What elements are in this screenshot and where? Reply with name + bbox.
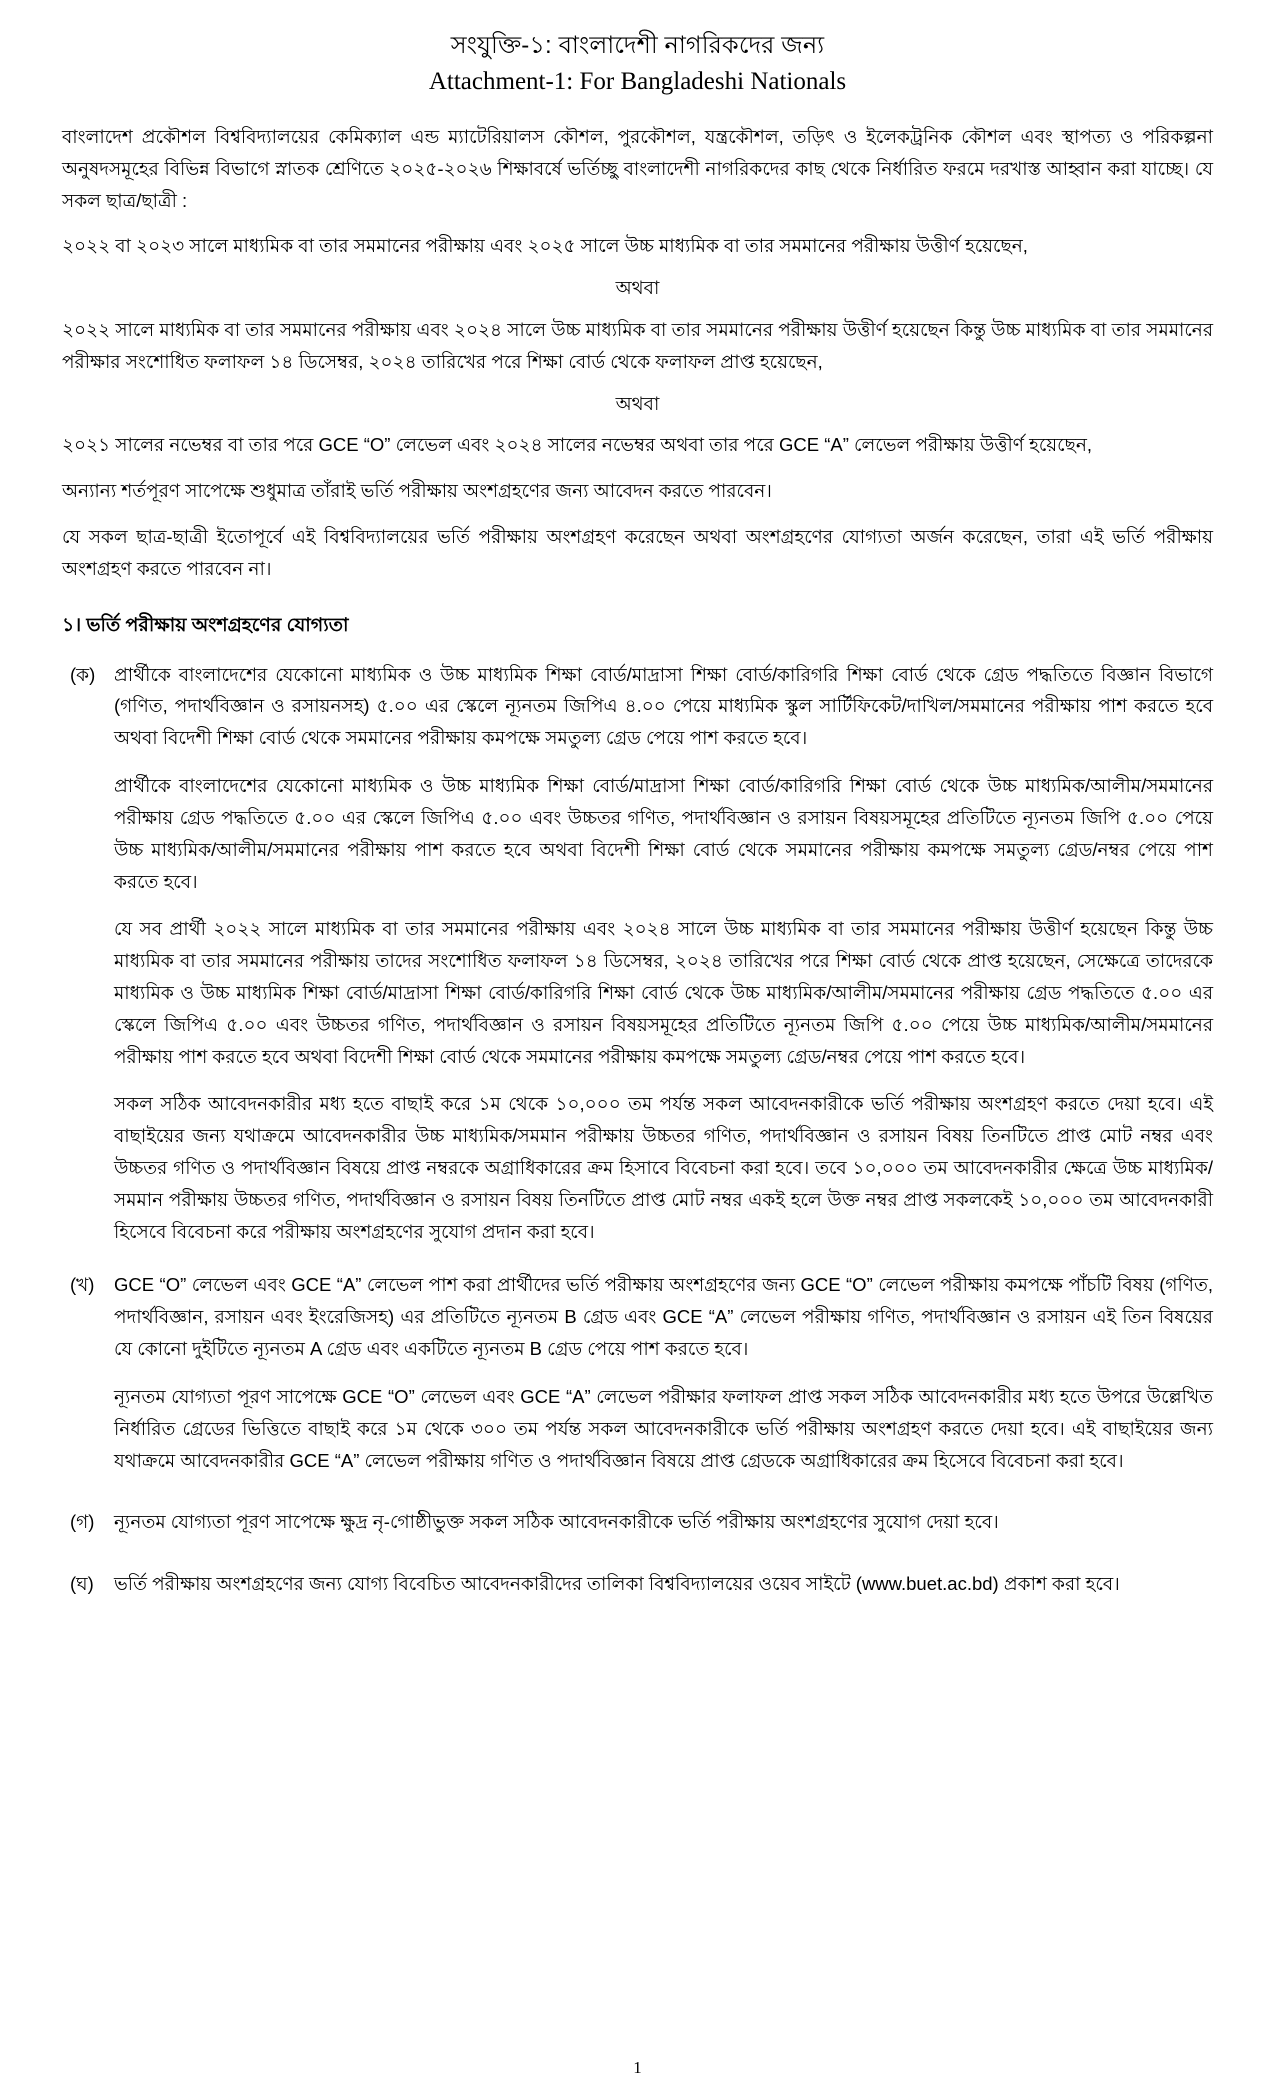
eligibility-condition-3: ২০২১ সালের নভেম্বর বা তার পরে GCE “O” লেভেল এবং ২০২৪ সালের নভেম্বর অথবা তার পরে GCE “A” লেভেল পরীক্ষায় উত্তীর্ণ হয়েছেন,: [62, 434, 1092, 456]
clause-ga: [62, 1506, 1213, 1548]
or-separator-2: অথবা: [615, 392, 660, 414]
clause-body-ka: [114, 659, 1213, 1258]
page-title-english: Attachment-1: For Bangladeshi Nationals: [428, 68, 847, 96]
clause-ka-paragraph-3: যে সব প্রার্থী ২০২২ সালে মাধ্যমিক বা তার সমমানের পরীক্ষায় এবং ২০২৪ সালে উচ্চ মাধ্যমিক বা তার সমমানের পরীক্ষায় উত্তীর্ণ হয়েছেন কিন্তু উচ্চ মাধ্যমিক বা তার সমমানের পরীক্ষায় তাদের সংশোধিত ফলাফল ১৪ ডিসেম্বর, ২০২৪ তারিখের পরে শিক্ষা বোর্ড থেকে প্রাপ্ত হয়েছেন, সেক্ষেত্রে তাদেরকে মাধ্যমিক ও উচ্চ মাধ্যমিক শিক্ষা বোর্ড/মাদ্রাসা শিক্ষা বোর্ড/কারিগরি শিক্ষা বোর্ড থেকে উচ্চ মাধ্যমিক/আলীম/সমমানের পরীক্ষায় গ্রেড পদ্ধতিতে ৫.০০ এর স্কেলে জিপিএ ৫.০০ এবং উচ্চতর গণিত, পদার্থবিজ্ঞান ও রসায়ন বিষয়সমূহের প্রতিটিতে ন্যূনতম জিপি ৫.০০ পেয়ে উচ্চ মাধ্যমিক/আলীম/সমমানের পরীক্ষায় পাশ করতে হবে অথবা বিদেশী শিক্ষা বোর্ড থেকে সমমানের পরীক্ষায় কমপক্ষে সমতুল্য গ্রেড/নম্বর পেয়ে পাশ করতে হবে।: [114, 918, 1213, 1067]
intro-paragraph-3: যে সকল ছাত্র-ছাত্রী ইতোপূর্বে এই বিশ্ববিদ্যালয়ের ভর্তি পরীক্ষায় অংশগ্রহণ করেছেন অথবা অংশগ্রহণের যোগ্যতা অর্জন করেছেন, তারা এই ভর্তি পরীক্ষায় অংশগ্রহণ করতে পারবেন না।: [62, 526, 1213, 579]
clause-body-kha: [114, 1269, 1213, 1486]
intro-paragraph-2: অন্যান্য শর্তপূরণ সাপেক্ষে শুধুমাত্র তাঁরাই ভর্তি পরীক্ষায় অংশগ্রহণের জন্য আবেদন করতে পারবেন।: [62, 480, 772, 502]
clause-ka-paragraph-4: সকল সঠিক আবেদনকারীর মধ্য হতে বাছাই করে ১ম থেকে ১০,০০০ তম পর্যন্ত সকল আবেদনকারীকে ভর্তি পরীক্ষায় অংশগ্রহণ করতে দেয়া হবে। এই বাছাইয়ের জন্য যথাক্রমে আবেদনকারীর উচ্চ মাধ্যমিক/সমমান পরীক্ষায় উচ্চতর গণিত, পদার্থবিজ্ঞান ও রসায়ন বিষয় তিনটিতে প্রাপ্ত মোট নম্বর এবং উচ্চতর গণিত ও পদার্থবিজ্ঞান বিষয়ে প্রাপ্ত নম্বরকে অগ্রাধিকারের ক্রম হিসাবে বিবেচনা করা হবে। তবে ১০,০০০ তম আবেদনকারীর ক্ষেত্রে উচ্চ মাধ্যমিক/সমমান পরীক্ষায় উচ্চতর গণিত, পদার্থবিজ্ঞান ও রসায়ন বিষয় তিনটিতে প্রাপ্ত মোট নম্বর একই হলে উক্ত নম্বর প্রাপ্ত সকলকেই ১০,০০০ তম আবেদনকারী হিসেবে বিবেচনা করে পরীক্ষায় অংশগ্রহণের সুযোগ প্রদান করা হবে।: [114, 1093, 1213, 1242]
clause-ga-paragraph-1: ন্যূনতম যোগ্যতা পূরণ সাপেক্ষে ক্ষুদ্র নৃ-গোষ্ঠীভুক্ত সকল সঠিক আবেদনকারীকে ভর্তি পরীক্ষায় অংশগ্রহণের সুযোগ দেয়া হবে।: [114, 1511, 999, 1533]
clause-kha-paragraph-1: GCE “O” লেভেল এবং GCE “A” লেভেল পাশ করা প্রার্থীদের ভর্তি পরীক্ষায় অংশগ্রহণের জন্য GCE “O” লেভেল পরীক্ষায় কমপক্ষে পাঁচটি বিষয় (গণিত, পদার্থবিজ্ঞান, রসায়ন এবং ইংরেজিসহ) এর প্রতিটিতে ন্যূনতম B গ্রেড এবং GCE “A” লেভেল পরীক্ষায় গণিত, পদার্থবিজ্ঞান ও রসায়ন এই তিন বিষয়ের যে কোনো দুইটিতে ন্যূনতম A গ্রেড এবং একটিতে ন্যূনতম B গ্রেড পেয়ে পাশ করতে হবে।: [114, 1274, 1213, 1360]
eligibility-condition-2: ২০২২ সালে মাধ্যমিক বা তার সমমানের পরীক্ষায় এবং ২০২৪ সালে উচ্চ মাধ্যমিক বা তার সমমানের পরীক্ষায় উত্তীর্ণ হয়েছেন কিন্তু উচ্চ মাধ্যমিক বা তার সমমানের পরীক্ষার সংশোধিত ফলাফল ১৪ ডিসেম্বর, ২০২৪ তারিখের পরে শিক্ষা বোর্ড থেকে ফলাফল প্রাপ্ত হয়েছেন,: [62, 318, 1213, 372]
clause-ka-paragraph-2: প্রার্থীকে বাংলাদেশের যেকোনো মাধ্যমিক ও উচ্চ মাধ্যমিক শিক্ষা বোর্ড/মাদ্রাসা শিক্ষা বোর্ড/কারিগরি শিক্ষা বোর্ড থেকে উচ্চ মাধ্যমিক/আলীম/সমমানের পরীক্ষায় গ্রেড পদ্ধতিতে ৫.০০ এর স্কেলে জিপিএ ৫.০০ এবং উচ্চতর গণিত, পদার্থবিজ্ঞান ও রসায়ন বিষয়সমূহের প্রতিটিতে ন্যূনতম জিপি ৫.০০ পেয়ে উচ্চ মাধ্যমিক/আলীম/সমমানের পরীক্ষায় পাশ করতে হবে অথবা বিদেশী শিক্ষা বোর্ড থেকে সমমানের পরীক্ষায় কমপক্ষে সমতুল্য গ্রেড/নম্বর পেয়ে পাশ করতে হবে।: [114, 775, 1213, 892]
clause-kha-paragraph-2: ন্যূনতম যোগ্যতা পূরণ সাপেক্ষে GCE “O” লেভেল এবং GCE “A” লেভেল পরীক্ষার ফলাফল প্রাপ্ত সকল সঠিক আবেদনকারীর মধ্য হতে উপরে উল্লেখিত নির্ধারিত গ্রেডের ভিত্তিতে বাছাই করে ১ম থেকে ৩০০ তম পর্যন্ত সকল আবেদনকারীকে ভর্তি পরীক্ষায় অংশগ্রহণ করতে দেয়া হবে। এই বাছাইয়ের জন্য যথাক্রমে আবেদনকারীর GCE “A” লেভেল পরীক্ষায় গণিত ও পদার্থবিজ্ঞান বিষয়ে প্রাপ্ত গ্রেডকে অগ্রাধিকারের ক্রম হিসেবে বিবেচনা করা হবে।: [114, 1385, 1213, 1471]
clause-ka: [62, 659, 1213, 1258]
clause-marker-kha: (খ): [70, 1274, 95, 1296]
clause-kha: [62, 1269, 1213, 1486]
or-separator-1: অথবা: [615, 277, 660, 299]
clause-marker-ga: (গ): [70, 1511, 95, 1533]
clause-body-gha: [114, 1568, 1213, 1610]
intro-paragraph-1: বাংলাদেশ প্রকৌশল বিশ্ববিদ্যালয়ের কেমিক্যাল এন্ড ম্যাটেরিয়ালস কৌশল, পুরকৌশল, যন্ত্রকৌশল, তড়িৎ ও ইলেকট্রনিক কৌশল এবং স্থাপত্য ও পরিকল্পনা অনুষদসমূহের বিভিন্ন বিভাগে স্নাতক শ্রেণিতে ২০২৫-২০২৬ শিক্ষাবর্ষে ভর্তিচ্ছু বাংলাদেশী নাগরিকদের কাছ থেকে নির্ধারিত ফরমে দরখাস্ত আহ্বান করা যাচ্ছে। যে সকল ছাত্র/ছাত্রী :: [62, 125, 1213, 211]
clause-body-ga: [114, 1506, 1213, 1548]
section-1-heading: ১। ভর্তি পরীক্ষায় অংশগ্রহণের যোগ্যতা: [62, 614, 349, 636]
page-title-bengali: সংযুক্তি-১: বাংলাদেশী নাগরিকদের জন্য: [450, 32, 825, 59]
clause-gha-paragraph-1: ভর্তি পরীক্ষায় অংশগ্রহণের জন্য যোগ্য বিবেচিত আবেদনকারীদের তালিকা বিশ্ববিদ্যালয়ের ওয়েব সাইটে (www.buet.ac.bd) প্রকাশ করা হবে।: [114, 1573, 1120, 1595]
clause-marker-gha: (ঘ): [70, 1573, 94, 1595]
clause-ka-paragraph-1: প্রার্থীকে বাংলাদেশের যেকোনো মাধ্যমিক ও উচ্চ মাধ্যমিক শিক্ষা বোর্ড/মাদ্রাসা শিক্ষা বোর্ড/কারিগরি শিক্ষা বোর্ড থেকে গ্রেড পদ্ধতিতে বিজ্ঞান বিভাগে (গণিত, পদার্থবিজ্ঞান ও রসায়নসহ) ৫.০০ এর স্কেলে ন্যূনতম জিপিএ ৪.০০ পেয়ে মাধ্যমিক স্কুল সার্টিফিকেট/দাখিল/সমমানের পরীক্ষায় পাশ করতে হবে অথবা বিদেশী শিক্ষা বোর্ড থেকে সমমানের পরীক্ষায় কমপক্ষে সমতুল্য গ্রেড পেয়ে পাশ করতে হবে।: [114, 663, 1213, 749]
clause-gha: [62, 1568, 1213, 1610]
eligibility-condition-1: ২০২২ বা ২০২৩ সালে মাধ্যমিক বা তার সমমানের পরীক্ষায় এবং ২০২৫ সালে উচ্চ মাধ্যমিক বা তার সমমানের পরীক্ষায় উত্তীর্ণ হয়েছেন,: [62, 235, 1028, 257]
page-number: 1: [633, 2058, 642, 2077]
clause-marker-ka: (ক): [70, 663, 96, 685]
